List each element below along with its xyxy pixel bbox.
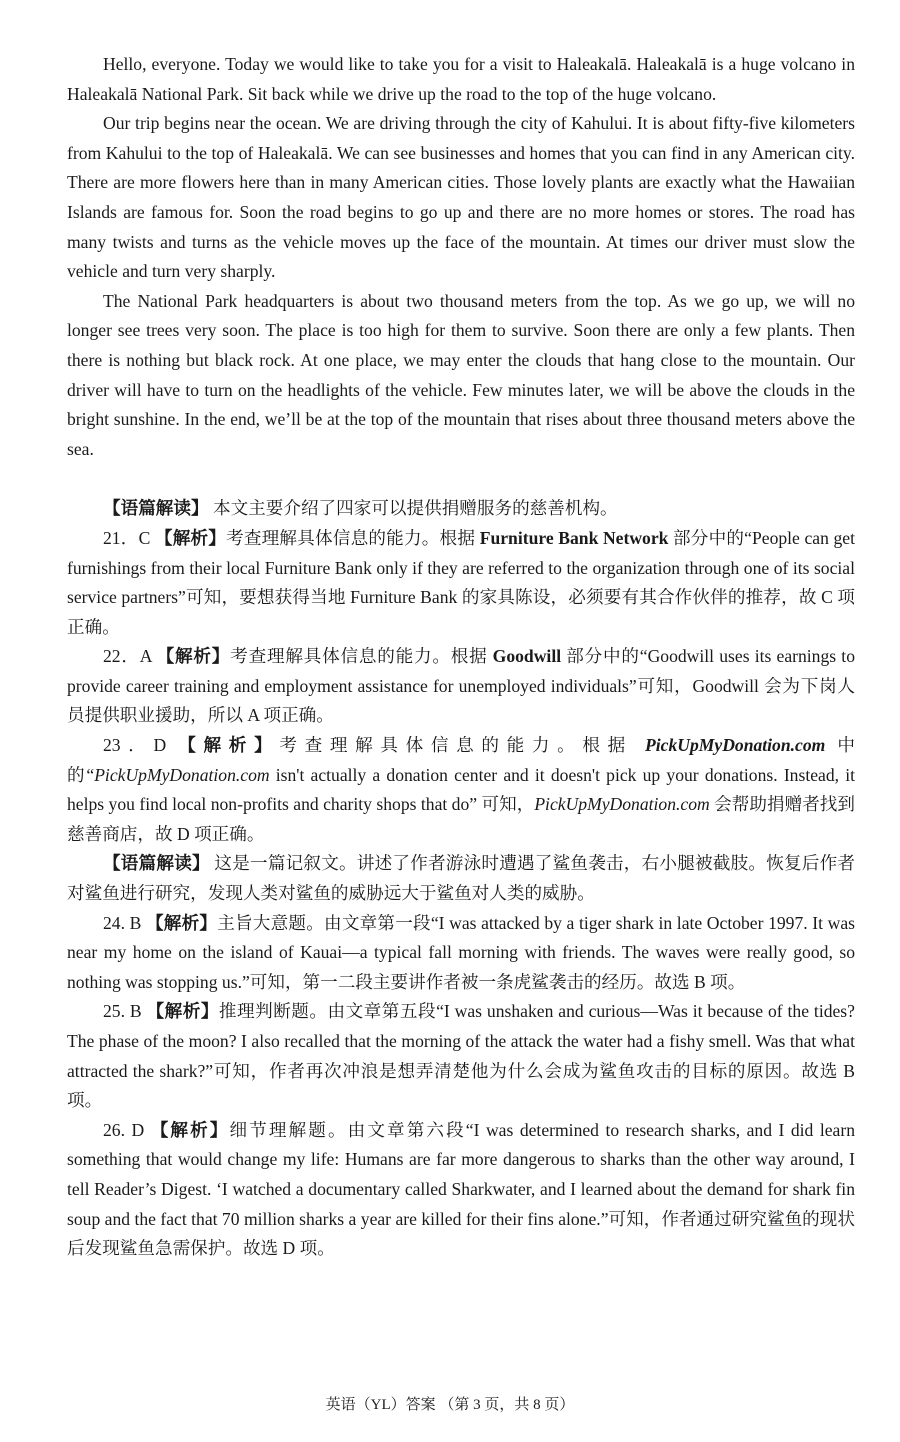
answer-25 — [67, 997, 855, 1115]
answer-text: 部分中的“Goodwill uses its earnings to provide career training and employment assistance for unemployed individuals”可知，Goodwill 会为下岗人员提供职业援助，所以 A 项正确。 — [67, 646, 855, 726]
answer-number: 24. B — [103, 912, 146, 933]
answer-text: 部分中的“People can get furnishings from their local Furniture Bank only if they are referred to the organization through one of its social service partners”可知，要想获得当地 Furniture Bank 的家具陈设，必须要有其合作伙伴的推荐，故 C 项正确。 — [67, 527, 855, 637]
answer-23 — [67, 731, 855, 849]
summary-label: 【语篇解读】 — [103, 498, 209, 519]
page-footer: 英语（YL）答案 （第 3 页，共 8 页） — [325, 1397, 575, 1413]
answer-text: isn't actually a donation center and it doesn't pick up your donations. Instead, it helps you find local non-profits and charity shops that do” 可知， — [67, 764, 855, 815]
answer-number: 21．C — [103, 527, 155, 548]
section-name: Goodwill — [492, 646, 562, 667]
analysis-tag: 【解析】 — [156, 646, 231, 667]
site-name: PickUpMyDonation.com — [94, 764, 270, 785]
reading-summary-1 — [67, 494, 855, 524]
passage-paragraph-3: The National Park headquarters is about two thousand meters from the top. As we go up, we will no longer see trees very soon. The place is too high for them to survive. Soon there are only a few plants. Then there is nothing but black rock. At one place, we may enter the clouds that hang close to the mountain. Our driver will have to turn on the headlights of the vehicle. Few minutes later, we will be above the clouds in the bright sunshine. In the end, we’ll be at the top of the mountain that rises about three thousand meters above the sea. — [67, 290, 855, 459]
analysis-tag: 【解析】 — [146, 1001, 219, 1022]
analysis-tag: 【解析】 — [145, 912, 218, 933]
answer-text: 细节理解题。由文章第六段“I was determined to research sharks, and I did learn something that would change my life: Humans are far more dangerous to sharks than the other way around, I tell Reader’s Digest. ‘I watched a documentary called Sharkwater, and I learned about the demand for shark fin soup and the fact that 70 million sharks a year are killed for their fins alone.”可知，作者通过研究鲨鱼的现状后发现鲨鱼急需保护。故选 D 项。 — [67, 1119, 855, 1259]
passage-paragraph-1: Hello, everyone. Today we would like to take you for a visit to Haleakalā. Haleakalā is a huge volcano in Haleakalā National Park. Sit back while we drive up the road to the top of the huge volcano. — [67, 54, 855, 104]
answer-21 — [67, 524, 855, 642]
answer-number: 23．D — [103, 735, 179, 756]
section-name: Furniture Bank Network — [479, 527, 669, 548]
answer-number: 26. D — [103, 1119, 151, 1140]
passage-paragraph-2: Our trip begins near the ocean. We are driving through the city of Kahului. It is about fifty-five kilometers from Kahului to the top of Haleakalā. We can see businesses and homes that you can find in any American city. There are more flowers here than in many American cities. Those lovely plants are exactly what the Hawaiian Islands are famous for. Soon the road begins to go up and there are no more homes or stores. The road has many twists and turns as the vehicle moves up the face of the mountain. At times our driver must slow the vehicle and turn very sharply. — [67, 113, 855, 282]
summary-label: 【语篇解读】 — [103, 853, 210, 874]
site-name: PickUpMyDonation.com — [534, 794, 710, 815]
answer-number: 22．A — [103, 646, 157, 667]
answer-text: 主旨大意题。由文章第一段“I was attacked by a tiger shark in late October 1997. It was near my home on the island of Kauai—a typical fall morning with friends. The waves were really good, so nothing was stopping us.”可知，第一二段主要讲作者被一条虎鲨袭击的经历。故选 B 项。 — [67, 912, 855, 992]
answer-text: 推理判断题。由文章第五段“I was unshaken and curious—Was it because of the tides? The phase of the moon? I also recalled that the morning of the attack the water had a fishy smell. Was that what attracted the shark?”可知，作者再次冲浪是想弄清楚他为什么会成为鲨鱼攻击的目标的原因。故选 B 项。 — [67, 1001, 855, 1111]
answer-24 — [67, 909, 855, 998]
reading-summary-2 — [67, 849, 855, 908]
answer-text: 考查理解具体信息的能力。根据 — [226, 527, 480, 548]
summary-text: 这是一篇记叙文。讲述了作者游泳时遭遇了鲨鱼袭击，右小腿被截肢。恢复后作者对鲨鱼进行研究，发现人类对鲨鱼的威胁远大于鲨鱼对人类的威胁。 — [67, 853, 855, 904]
answer-text: 考查理解具体信息的能力。根据 — [279, 735, 645, 756]
analysis-tag: 【解析】 — [154, 527, 227, 548]
answer-text: 会帮助捐赠者找到慈善商店，故 D 项正确。 — [67, 794, 855, 844]
analysis-tag: 【解析】 — [150, 1119, 230, 1140]
answer-text: 考查理解具体信息的能力。根据 — [230, 646, 493, 667]
answer-text: 中的“ — [67, 735, 855, 785]
section-gap — [67, 464, 855, 494]
answer-number: 25. B — [103, 1001, 147, 1022]
section-name: PickUpMyDonation.com — [645, 735, 826, 756]
analysis-tag: 【解析】 — [178, 735, 280, 756]
summary-text: 本文主要介绍了四家可以提供捐赠服务的慈善机构。 — [208, 498, 618, 519]
answer-22 — [67, 642, 855, 731]
answer-page — [67, 50, 855, 1264]
answer-26 — [67, 1116, 855, 1264]
